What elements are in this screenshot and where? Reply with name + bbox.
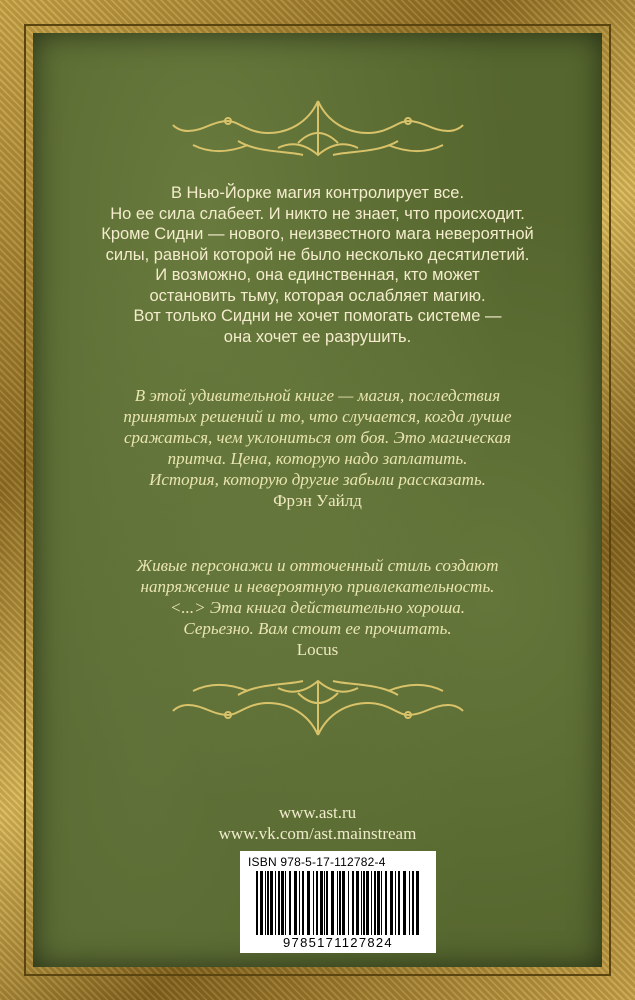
barcode-icon [254,871,424,935]
barcode-bar [289,871,291,935]
barcode-bar [361,871,362,935]
barcode-bar [265,871,266,935]
barcode-digits: 9785171127824 [283,935,393,950]
barcode-bar [371,871,372,935]
quote-line: В этой удивительной книге — магия, последствия [134,386,501,405]
barcode-bar [331,871,334,935]
quote-line: напряжение и невероятную привлекательность. [140,577,495,596]
barcode-bar [352,871,354,935]
barcode-bar [403,871,406,935]
barcode-bar [285,871,286,935]
green-panel [33,33,602,967]
synopsis-line: остановить тьму, которая ослабляет магию. [149,286,486,305]
barcode-bar [278,871,280,935]
barcode-bar [339,871,341,935]
quote-line: принятых решений и то, что случается, когда лучше [123,407,512,426]
synopsis-line: В Нью-Йорке магия контролирует все. [170,184,465,202]
website-link: www.ast.ru [278,803,357,822]
synopsis-line: Но ее сила слабеет. И никто не знает, что происходит. [110,204,525,223]
barcode-bar [326,871,328,935]
barcode-bar [267,871,269,935]
barcode-bar [313,871,314,935]
vk-link: www.vk.com/ast.mainstream [218,824,417,843]
barcode-bar [294,871,297,935]
quote-author: Locus [296,640,339,659]
barcode-bar [337,871,338,935]
barcode-bar [260,871,263,935]
quote-line: История, которую другие забыли рассказать. [149,470,486,489]
quote-line: Серьезно. Вам стоит ее прочитать. [183,619,452,638]
barcode-bar [356,871,359,935]
review-quote-2 [33,555,602,660]
barcode-bar [381,871,382,935]
isbn-barcode-label [240,851,436,953]
barcode-bar [366,871,369,935]
synopsis [33,183,602,347]
barcode-bar [281,871,284,935]
barcode-bar [395,871,396,935]
barcode-bar [374,871,376,935]
synopsis-line: силы, равной которой не было несколько десятилетий. [105,245,530,264]
barcode-bar [342,871,345,935]
barcode-bar [385,871,387,935]
barcode-bar [320,871,323,935]
barcode-bar [409,871,410,935]
bottom-ornament-icon [168,673,468,743]
barcode-bar [412,871,414,935]
barcode-bar [307,871,310,935]
barcode-bar [256,871,258,935]
synopsis-line: И возможно, она единственная, кто может [155,266,480,284]
synopsis-line: Кроме Сидни — нового, неизвестного мага невероятной [101,225,534,243]
barcode-bar [299,871,300,935]
barcode-bar [316,871,318,935]
barcode-bar [416,871,419,935]
barcode-bar [390,871,393,935]
synopsis-line: Вот только Сидни не хочет помогать системе — [133,307,502,325]
barcode-bar [377,871,380,935]
quote-author: Фрэн Уайлд [273,491,362,510]
quote-line: Живые персонажи и отточенный стиль создают [136,556,499,575]
quote-line: сражаться, чем уклониться от боя. Это магическая [123,428,512,447]
barcode-bar [275,871,276,935]
barcode-bar [363,871,365,935]
barcode-bar [324,871,325,935]
top-ornament-icon [168,93,468,163]
quote-line: <...> Эта книга действительно хороша. [169,598,466,617]
barcode-bar [348,871,349,935]
barcode-bar [398,871,400,935]
synopsis-line: она хочет ее разрушить. [223,327,412,346]
barcode-bar [302,871,304,935]
review-quote-1 [33,385,602,511]
barcode-bar [270,871,273,935]
isbn-number: ISBN 978-5-17-112782-4 [248,855,386,869]
quote-line: притча. Цена, которую надо заплатить. [167,449,468,468]
